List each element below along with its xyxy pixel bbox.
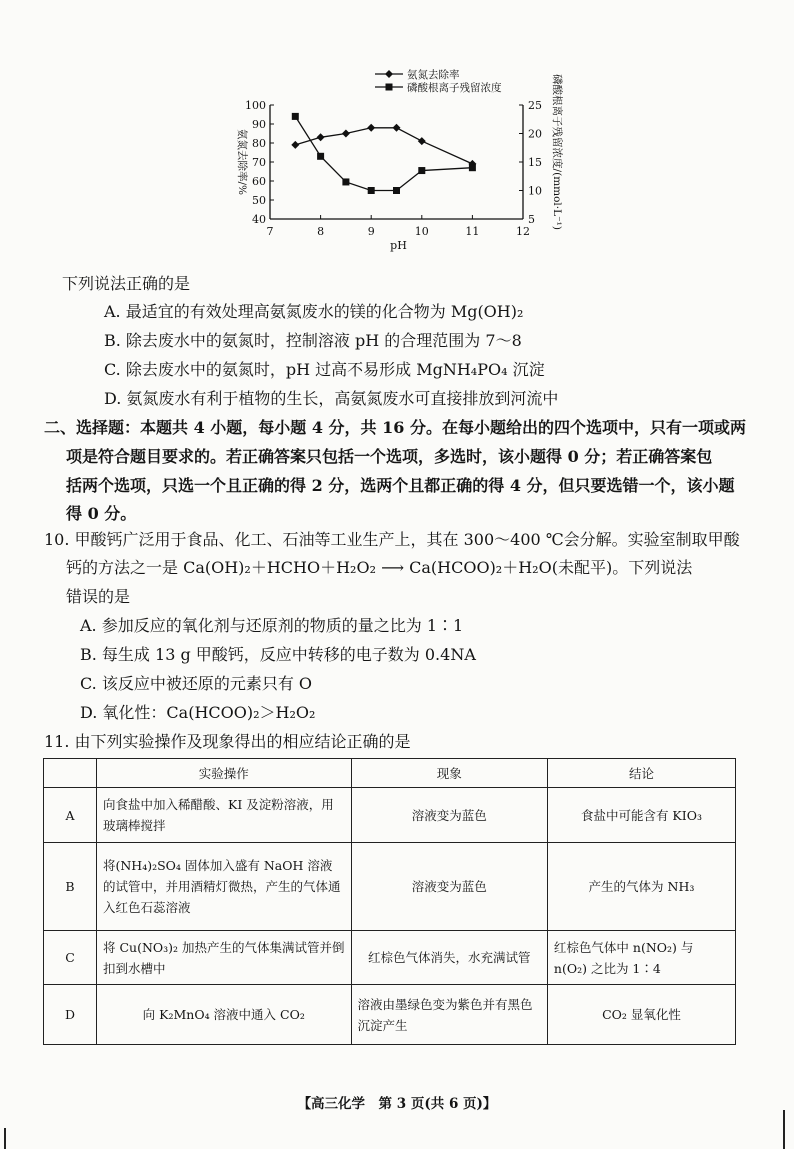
scan-edge-line <box>783 1110 785 1149</box>
data-point-square <box>368 187 375 194</box>
header-phenomenon: 现象 <box>351 759 547 788</box>
q9-option-d: D. 氨氮废水有利于植物的生长，高氨氮废水可直接排放到河流中 <box>104 389 559 408</box>
table-row <box>44 931 736 985</box>
section2-line-3: 括两个选项，只选一个且正确的得 2 分，选两个且都正确的得 4 分，但只要选错一个，该小题 <box>66 476 735 495</box>
row-phenomenon: 溶液由墨绿色变为紫色并有黑色沉淀产生 <box>351 985 547 1045</box>
y-right-tick-label: 20 <box>528 127 542 141</box>
table-row <box>44 843 736 931</box>
row-label: B <box>44 843 97 931</box>
row-conclusion: CO₂ 显氧化性 <box>547 985 735 1045</box>
q10-line-1: 10. 甲酸钙广泛用于食品、化工、石油等工业生产上，其在 300～400 ℃会分解。实验室制取甲酸 <box>44 530 740 549</box>
row-conclusion: 食盐中可能含有 KIO₃ <box>547 788 735 843</box>
row-phenomenon: 溶液变为蓝色 <box>351 788 547 843</box>
q10-line-3: 错误的是 <box>66 587 131 606</box>
row-operation: 将(NH₄)₂SO₄ 固体加入盛有 NaOH 溶液的试管中，并用酒精灯微热，产生的气体通入红色石蕊溶液 <box>96 843 351 931</box>
table-row <box>44 788 736 843</box>
section2-line-1: 二、选择题：本题共 4 小题，每小题 4 分，共 16 分。在每小题给出的四个选项中，只有一项或两 <box>44 418 746 437</box>
q9-option-b: B. 除去废水中的氨氮时，控制溶液 pH 的合理范围为 7～8 <box>104 331 522 350</box>
table-header-row <box>44 759 736 788</box>
y-left-tick-label: 80 <box>252 137 266 150</box>
row-operation: 向食盐中加入稀醋酸、KI 及淀粉溶液，用玻璃棒搅拌 <box>96 788 351 843</box>
y-right-tick-label: 25 <box>528 99 542 112</box>
q10-option-d: D. 氧化性：Ca(HCOO)₂＞H₂O₂ <box>80 703 316 722</box>
q10-option-a: A. 参加反应的氧化剂与还原剂的物质的量之比为 1∶1 <box>80 616 464 635</box>
table-row <box>44 985 736 1045</box>
data-point-diamond <box>342 130 350 138</box>
q10-option-b: B. 每生成 13 g 甲酸钙，反应中转移的电子数为 0.4NA <box>80 645 476 664</box>
page-footer: 【高三化学 第 3 页(共 6 页)】 <box>297 1096 497 1112</box>
data-point-diamond <box>367 124 375 132</box>
y-left-tick-label: 90 <box>252 118 266 131</box>
row-label: C <box>44 931 97 985</box>
data-point-diamond <box>291 141 299 149</box>
data-point-diamond <box>317 133 325 141</box>
y-left-tick-label: 70 <box>252 156 266 169</box>
row-conclusion: 产生的气体为 NH₃ <box>547 843 735 931</box>
x-tick-label: 7 <box>266 225 274 238</box>
y-right-tick-label: 5 <box>528 213 535 226</box>
y-left-tick-label: 60 <box>252 175 266 188</box>
section2-line-4: 得 0 分。 <box>66 504 137 523</box>
row-operation: 向 K₂MnO₄ 溶液中通入 CO₂ <box>96 985 351 1045</box>
x-tick-label: 11 <box>465 225 480 238</box>
row-phenomenon: 红棕色气体消失，水充满试管 <box>351 931 547 985</box>
y-right-tick-label: 15 <box>528 156 542 169</box>
legend-label: 氨氮去除率 <box>407 69 460 81</box>
row-label: A <box>44 788 97 843</box>
y-axis-left-label: 氨氮去除率/% <box>236 128 248 196</box>
q9-option-a: A. 最适宜的有效处理高氨氮废水的镁的化合物为 Mg(OH)₂ <box>104 302 524 321</box>
row-phenomenon: 溶液变为蓝色 <box>351 843 547 931</box>
x-axis-label: pH <box>390 239 407 252</box>
legend-label: 磷酸根离子残留浓度 <box>407 82 502 94</box>
y-left-tick-label: 40 <box>252 213 266 226</box>
x-tick-label: 9 <box>367 225 375 238</box>
ph-chart <box>225 62 570 262</box>
data-point-square <box>393 187 400 194</box>
data-point-square <box>469 164 476 171</box>
q9-option-c: C. 除去废水中的氨氮时，pH 过高不易形成 MgNH₄PO₄ 沉淀 <box>104 360 545 379</box>
data-point-square <box>317 153 324 160</box>
y-left-tick-label: 100 <box>245 99 266 112</box>
y-left-tick-label: 50 <box>252 194 266 207</box>
data-point-square <box>418 167 425 174</box>
header-conclusion: 结论 <box>547 759 735 788</box>
data-point-diamond <box>418 137 426 145</box>
row-conclusion: 红棕色气体中 n(NO₂) 与 n(O₂) 之比为 1∶4 <box>547 931 735 985</box>
q11-stem: 11. 由下列实验操作及现象得出的相应结论正确的是 <box>44 732 411 751</box>
header-label <box>44 759 97 788</box>
q9-stem: 下列说法正确的是 <box>62 274 191 293</box>
y-axis-right-label: 磷酸根离子残留浓度/(mmol·L⁻¹) <box>551 74 563 230</box>
section2-line-2: 项是符合题目要求的。若正确答案只包括一个选项，多选时，该小题得 0 分；若正确答案包 <box>66 447 713 466</box>
header-operation: 实验操作 <box>96 759 351 788</box>
q10-option-c: C. 该反应中被还原的元素只有 O <box>80 674 313 693</box>
y-right-tick-label: 10 <box>528 184 542 198</box>
data-point-square <box>292 113 299 120</box>
data-point-diamond <box>393 124 401 132</box>
experiment-table <box>43 758 736 1045</box>
x-tick-label: 12 <box>516 225 530 238</box>
q10-line-2: 钙的方法之一是 Ca(OH)₂＋HCHO＋H₂O₂ ⟶ Ca(HCOO)₂＋H₂O(未配平)。下列说法 <box>66 558 693 577</box>
legend-marker-square <box>386 84 393 91</box>
data-point-square <box>342 178 349 185</box>
legend-marker-diamond <box>385 70 393 78</box>
row-label: D <box>44 985 97 1045</box>
row-operation: 将 Cu(NO₃)₂ 加热产生的气体集满试管并倒扣到水槽中 <box>96 931 351 985</box>
x-tick-label: 10 <box>414 225 429 238</box>
scan-edge-line <box>4 1128 6 1149</box>
x-tick-label: 8 <box>317 225 325 238</box>
